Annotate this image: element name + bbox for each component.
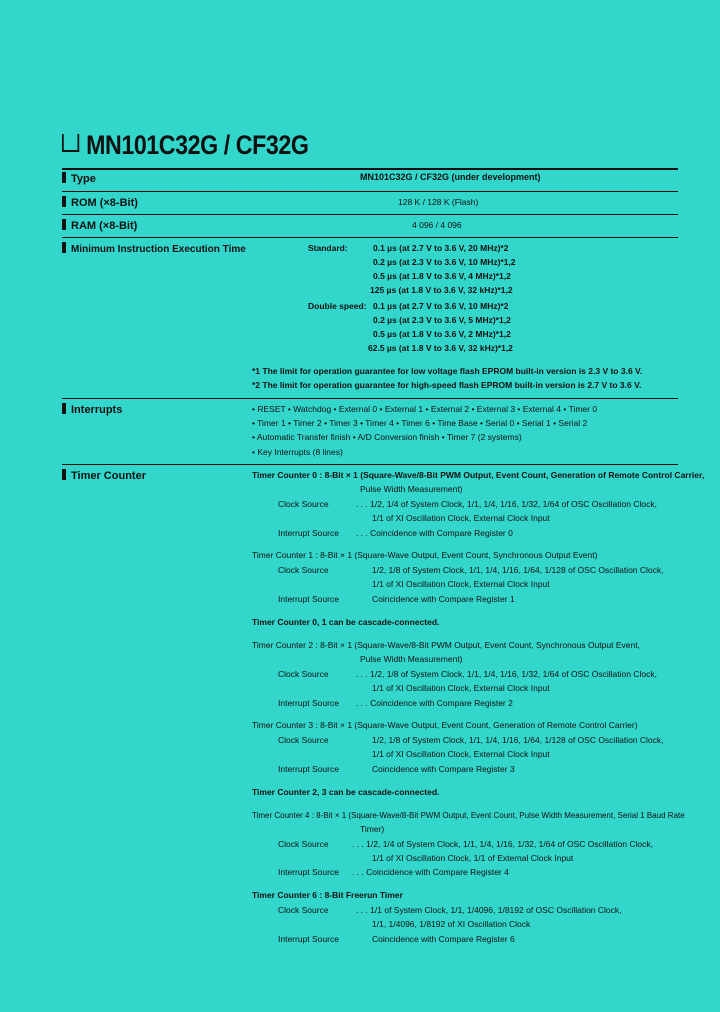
divider [62,168,678,170]
divider [62,214,678,215]
tc0-int: . . . Coincidence with Compare Register 0 [356,528,513,538]
tc4-clock-label: Clock Source [278,839,329,849]
tc6-clock-label: Clock Source [278,905,329,915]
min-exec-label: Minimum Instruction Execution Time [62,242,246,255]
rom-value: 128 K / 128 K (Flash) [398,197,479,207]
interrupts-line: • RESET • Watchdog • External 0 • External 1 • External 2 • External 3 • External 4 • Timer 0 [252,404,598,414]
tc1-clock-label: Clock Source [278,565,329,575]
tc3-clock-label: Clock Source [278,735,329,745]
tc0-clock: . . . 1/2, 1/4 of System Clock, 1/1, 1/4, 1/16, 1/32, 1/64 of OSC Oscillation Clock, [356,499,657,509]
type-label: Type [62,172,96,185]
tc6-clock: . . . 1/1 of System Clock, 1/1, 1/4096, 1/8192 of OSC Oscillation Clock, [356,905,622,915]
tc3-head: Timer Counter 3 : 8-Bit × 1 (Square-Wave Output, Event Count, Generation of Remote Control Carrier) [252,720,638,730]
ram-label: RAM (×8-Bit) [62,219,137,232]
standard-line: 0.2 µs (at 2.3 V to 3.6 V, 10 MHz)*1,2 [373,257,516,267]
tc2-clock: . . . 1/2, 1/8 of System Clock, 1/1, 1/4, 1/16, 1/32, 1/64 of OSC Oscillation Clock, [356,669,657,679]
tc6-clock2: 1/1, 1/4096, 1/8192 of XI Oscillation Clock [372,919,531,929]
tc1-clock: 1/2, 1/8 of System Clock, 1/1, 1/4, 1/16, 1/64, 1/128 of OSC Oscillation Clock, [372,565,664,575]
tc2-head: Timer Counter 2 : 8-Bit × 1 (Square-Wave/8-Bit PWM Output, Event Count, Synchronous Output Event, [252,640,640,650]
tc0-clock-label: Clock Source [278,499,329,509]
note: *1 The limit for operation guarantee for low voltage flash EPROM built-in version is 2.3 V to 3.6 V. [252,366,643,376]
divider [62,398,678,399]
rom-label: ROM (×8-Bit) [62,196,138,209]
tc3-int-label: Interrupt Source [278,764,339,774]
double-line: 0.2 µs (at 2.3 V to 3.6 V, 5 MHz)*1,2 [373,315,511,325]
cascade-23-note: Timer Counter 2, 3 can be cascade-connected. [252,787,440,797]
interrupts-line: • Timer 1 • Timer 2 • Timer 3 • Timer 4 • Timer 6 • Time Base • Serial 0 • Serial 1 • Serial 2 [252,418,588,428]
tc4-clock: . . . 1/2, 1/4 of System Clock, 1/1, 1/4, 1/16, 1/32, 1/64 of OSC Oscillation Clock, [352,839,653,849]
tc4-clock2: 1/1 of XI Oscillation Clock, 1/1 of External Clock Input [372,853,574,863]
tc4-int-label: Interrupt Source [278,867,339,877]
tc3-clock2: 1/1 of XI Oscillation Clock, External Clock Input [372,749,550,759]
standard-line: 0.1 µs (at 2.7 V to 3.6 V, 20 MHz)*2 [373,243,509,253]
tc0-clock2: 1/1 of XI Oscillation Clock, External Clock Input [372,513,550,523]
divider [62,191,678,192]
interrupts-line: • Automatic Transfer finish • A/D Conversion finish • Timer 7 (2 systems) [252,432,522,442]
tc6-int: Coincidence with Compare Register 6 [372,934,515,944]
interrupts-label: Interrupts [62,403,122,416]
tc1-head: Timer Counter 1 : 8-Bit × 1 (Square-Wave Output, Event Count, Synchronous Output Event) [252,550,598,560]
tc0-head: Timer Counter 0 : 8-Bit × 1 (Square-Wave/8-Bit PWM Output, Event Count, Generation of Remote Control Carrier, [252,470,705,480]
type-value: MN101C32G / CF32G (under development) [360,172,541,182]
cascade-01-note: Timer Counter 0, 1 can be cascade-connected. [252,617,440,627]
tc0-head2: Pulse Width Measurement) [360,484,463,494]
double-line: 0.5 µs (at 1.8 V to 3.6 V, 2 MHz)*1,2 [373,329,511,339]
double-label: Double speed: [308,301,367,311]
tc6-head: Timer Counter 6 : 8-Bit Freerun Timer [252,890,403,900]
tc0-int-label: Interrupt Source [278,528,339,538]
page-title: MN101C32G / CF32G [62,130,308,161]
timer-counter-label: Timer Counter [62,469,146,482]
double-line: 62.5 µs (at 1.8 V to 3.6 V, 32 kHz)*1,2 [368,343,513,353]
interrupts-line: • Key Interrupts (8 lines) [252,447,343,457]
double-line: 0.1 µs (at 2.7 V to 3.6 V, 10 MHz)*2 [373,301,509,311]
tc4-head: Timer Counter 4 : 8-Bit × 1 (Square-Wave/8-Bit PWM Output, Event Count, Pulse Width Measurement, Serial 1 Baud Rate [252,811,685,820]
divider [62,464,678,465]
tc4-int: . . . Coincidence with Compare Register 4 [352,867,509,877]
tc2-head2: Pulse Width Measurement) [360,654,463,664]
tc1-clock2: 1/1 of XI Oscillation Clock, External Clock Input [372,579,550,589]
note: *2 The limit for operation guarantee for high-speed flash EPROM built-in version is 2.7 V to 3.6 V. [252,380,642,390]
tc3-clock: 1/2, 1/8 of System Clock, 1/1, 1/4, 1/16, 1/64, 1/128 of OSC Oscillation Clock, [372,735,664,745]
tc2-clock-label: Clock Source [278,669,329,679]
tc6-int-label: Interrupt Source [278,934,339,944]
tc1-int-label: Interrupt Source [278,594,339,604]
tc1-int: Coincidence with Compare Register 1 [372,594,515,604]
standard-line: 0.5 µs (at 1.8 V to 3.6 V, 4 MHz)*1,2 [373,271,511,281]
tc2-clock2: 1/1 of XI Oscillation Clock, External Clock Input [372,683,550,693]
tc2-int: . . . Coincidence with Compare Register 2 [356,698,513,708]
tc2-int-label: Interrupt Source [278,698,339,708]
standard-label: Standard: [308,243,348,253]
checkbox-square-icon [62,134,79,152]
standard-line: 125 µs (at 1.8 V to 3.6 V, 32 kHz)*1,2 [370,285,513,295]
ram-value: 4 096 / 4 096 [412,220,462,230]
divider [62,237,678,238]
tc3-int: Coincidence with Compare Register 3 [372,764,515,774]
tc4-head2: Timer) [360,824,385,834]
